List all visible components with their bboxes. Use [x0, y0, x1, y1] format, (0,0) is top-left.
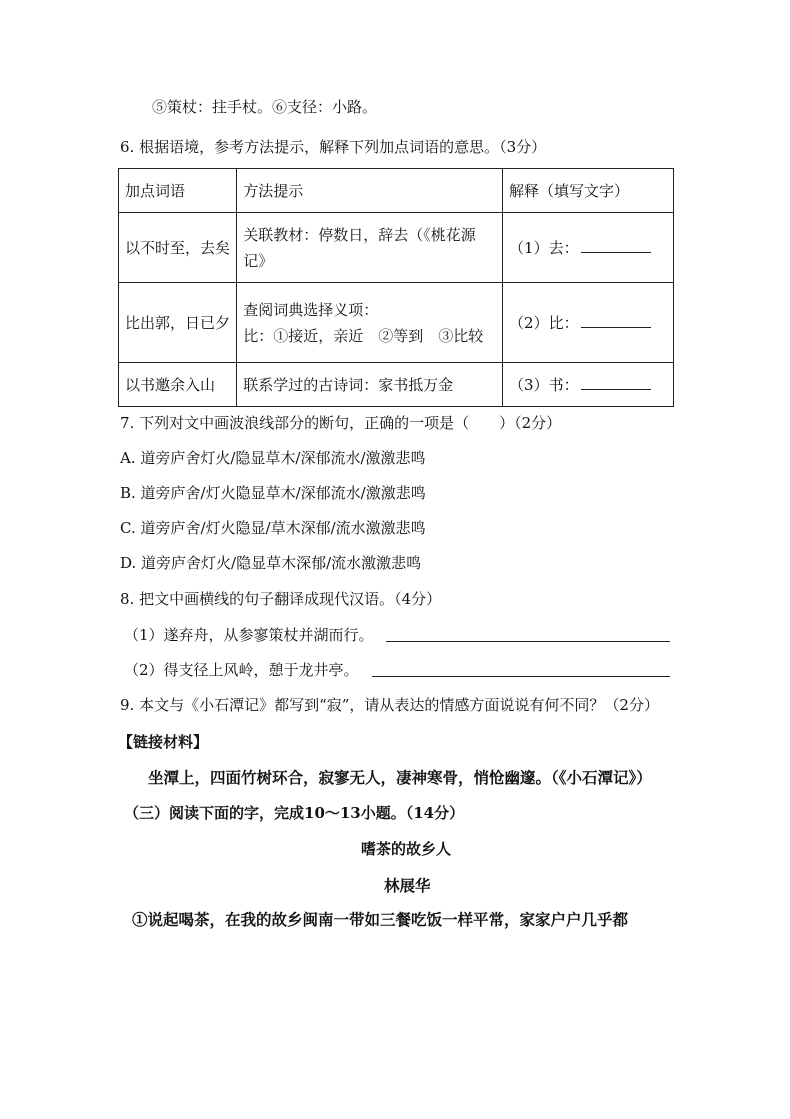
row-hint — [237, 363, 503, 407]
q7-option-c: C. 道旁庐舍/灯火隐显/草木深郁/流水激激悲鸣 — [120, 519, 426, 537]
q8-item-1: （1）遂弃舟，从参寥策杖并湖而行。 — [124, 626, 374, 644]
row-word: 以不时至，去矣 — [119, 213, 237, 283]
row-word: 比出郭，日已夕 — [119, 283, 237, 363]
answer-label: （3）书： — [509, 375, 579, 394]
table-row — [119, 283, 674, 363]
header-word: 加点词语 — [119, 169, 237, 213]
row-hint — [237, 213, 503, 283]
hint-line: 查阅词典选择义项： — [243, 300, 379, 319]
row-answer — [503, 283, 674, 363]
hint-line: 联系学过的古诗词：家书抵万金 — [243, 375, 454, 394]
table-row — [119, 363, 674, 407]
table-header-row — [119, 169, 674, 213]
answer-label: （2）比： — [509, 313, 579, 332]
answer-blank[interactable] — [581, 313, 651, 328]
q8-item-2: （2）得支径上风岭，憩于龙井亭。 — [124, 661, 359, 679]
q7-title: 7. 下列对文中画波浪线部分的断句，正确的一项是（ ）（2分） — [120, 414, 562, 432]
q9-title: 9. 本文与《小石潭记》都写到“寂”，请从表达的情感方面说说有何不同？（2分） — [120, 696, 659, 714]
answer-blank[interactable] — [581, 375, 651, 390]
hint-line: 关联教材：停数日，辞去（《桃花源 — [243, 225, 476, 244]
row-answer — [503, 363, 674, 407]
section3-title: （三）阅读下面的字，完成10～13小题。（14分） — [124, 804, 465, 822]
q7-option-b: B. 道旁庐舍/灯火隐显草木/深郁流水/激激悲鸣 — [120, 484, 426, 502]
footnote-line: ⑤策杖：拄手杖。⑥支径：小路。 — [152, 98, 378, 116]
row-word: 以书邀余入山 — [119, 363, 237, 407]
article-author: 林展华 — [384, 876, 431, 895]
row-answer — [503, 213, 674, 283]
answer-blank[interactable] — [581, 238, 651, 253]
header-hint: 方法提示 — [237, 169, 503, 213]
hint-line: 记》 — [243, 251, 274, 270]
table-row — [119, 213, 674, 283]
header-answer: 解释（填写文字） — [503, 169, 674, 213]
article-title: 嗜茶的故乡人 — [361, 840, 452, 858]
q6-table — [118, 168, 674, 407]
q7-option-d: D. 道旁庐舍灯火/隐显草木深郁/流水激激悲鸣 — [120, 554, 422, 572]
q8-title: 8. 把文中画横线的句子翻译成现代汉语。（4分） — [120, 590, 442, 608]
answer-label: （1）去： — [509, 238, 579, 257]
article-paragraph-1: ①说起喝茶，在我的故乡闽南一带如三餐吃饭一样平常，家家户户几乎都 — [132, 910, 629, 929]
link-heading: 【链接材料】 — [118, 733, 209, 751]
q7-option-a: A. 道旁庐舍灯火/隐显草木/深郁流水/激激悲鸣 — [120, 449, 426, 467]
row-hint — [237, 283, 503, 363]
q8-answer-line-2[interactable] — [372, 675, 670, 677]
q6-title: 6. 根据语境，参考方法提示，解释下列加点词语的意思。（3分） — [120, 138, 547, 156]
hint-line: 比：①接近，亲近 ②等到 ③比较 — [243, 326, 484, 345]
q8-answer-line-1[interactable] — [386, 640, 670, 642]
link-text: 坐潭上，四面竹树环合，寂寥无人，凄神寒骨，悄怆幽邃。（《小石潭记》） — [148, 768, 652, 787]
